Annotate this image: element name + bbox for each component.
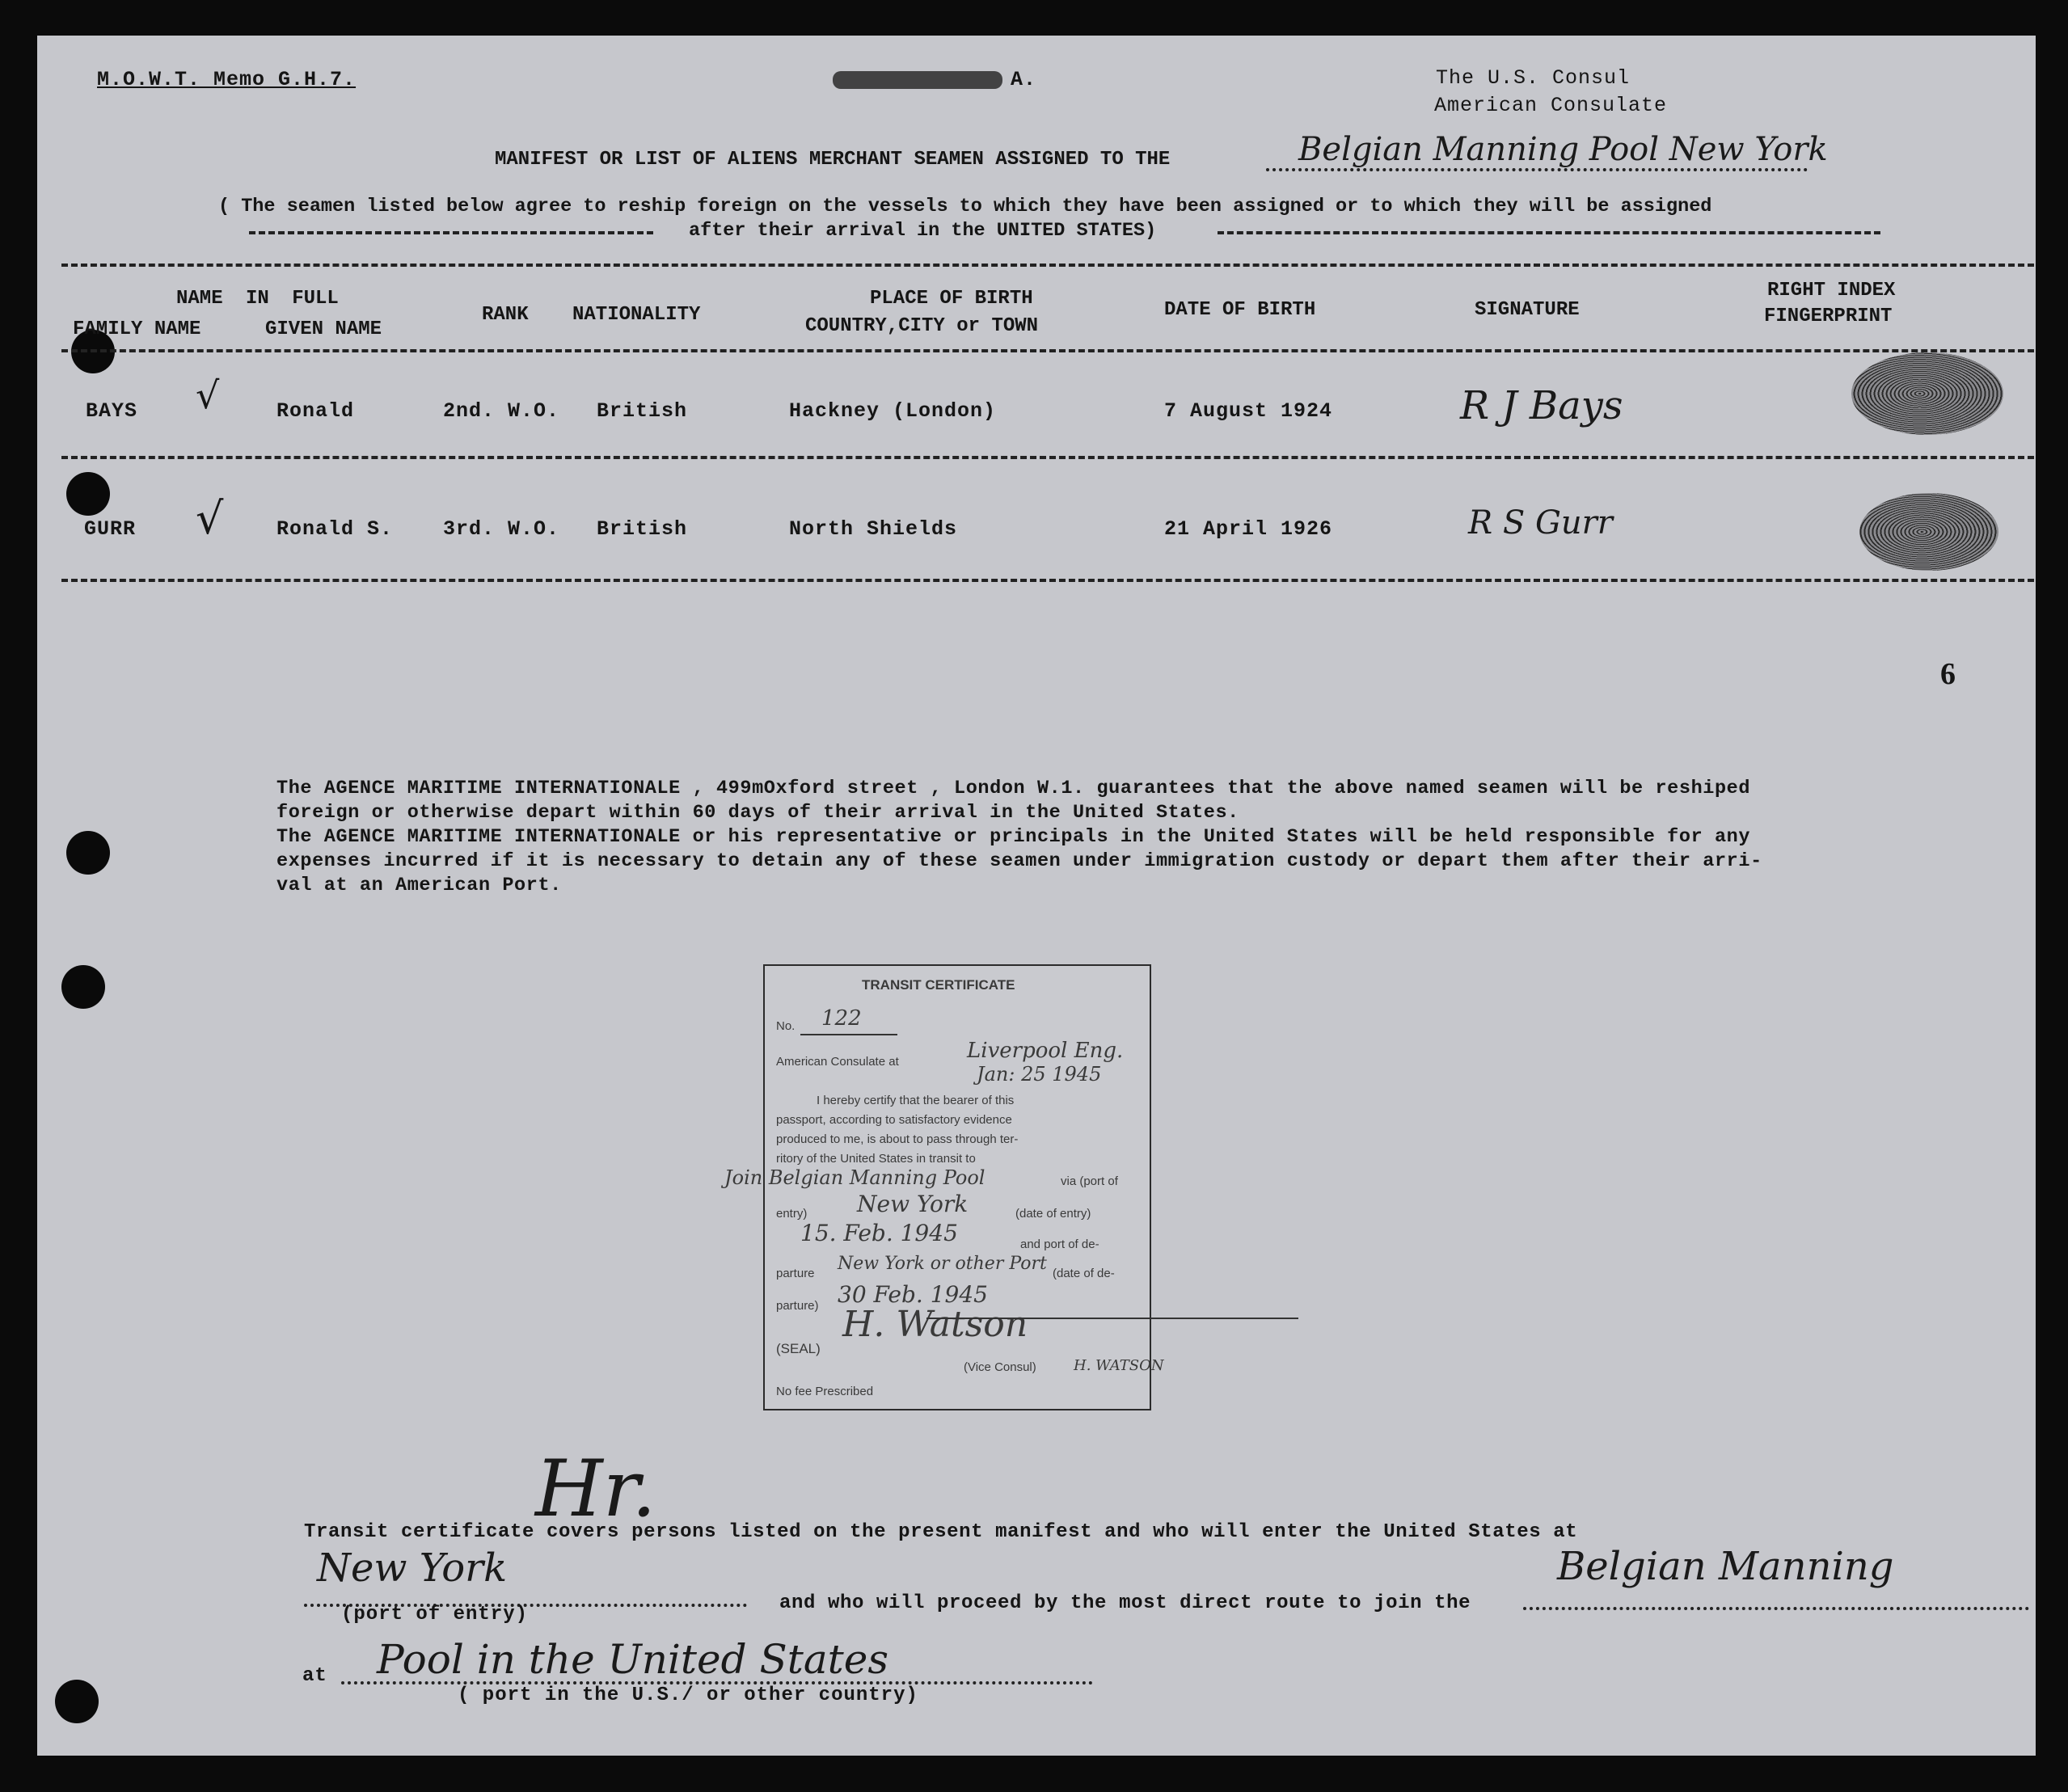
header-date-of-birth: DATE OF BIRTH: [1164, 299, 1316, 321]
certificate-date-value: Jan: 25 1945: [977, 1063, 1102, 1086]
header-fingerprint-2: FINGERPRINT: [1764, 306, 1893, 327]
certificate-date-entry-value: 15. Feb. 1945: [800, 1220, 958, 1246]
table-top-rule: [61, 264, 2034, 267]
consul-line-2: American Consulate: [1434, 94, 1668, 117]
punch-hole-2: [66, 472, 110, 516]
row-1-nationality: British: [597, 399, 688, 423]
row-2-check-mark: √: [196, 493, 224, 544]
footer-join-value: Belgian Manning: [1557, 1544, 1894, 1589]
header-bottom-rule: [61, 349, 2034, 352]
certificate-entry-value: New York: [857, 1191, 969, 1217]
certificate-no-label: No.: [776, 1019, 796, 1033]
redacted-mark: [833, 71, 1002, 89]
row-2-rank: 3rd. W.O.: [443, 517, 560, 541]
certificate-body-3: produced to me, is about to pass through ter-: [776, 1132, 1019, 1146]
footer-at-caption: ( port in the U.S./ or other country): [458, 1684, 918, 1706]
certificate-departure-value: New York or other Port: [838, 1254, 1047, 1274]
row-2-family-name: GURR: [84, 517, 137, 541]
header-place-of-birth-1: PLACE OF BIRTH: [870, 288, 1033, 310]
footer-at-value: Pool in the United States: [377, 1636, 888, 1683]
header-signature: SIGNATURE: [1475, 299, 1580, 321]
header-place-of-birth-2: COUNTRY,CITY or TOWN: [805, 315, 1039, 337]
certificate-body-4: ritory of the United States in transit to: [776, 1152, 976, 1166]
certificate-date-entry-label: (date of entry): [1015, 1207, 1091, 1221]
row-1-check-mark: √: [196, 373, 220, 417]
memo-reference: M.O.W.T. Memo G.H.7.: [97, 68, 357, 91]
page-number: 6: [1940, 657, 1956, 691]
certificate-port-departure-label: and port of de-: [1020, 1238, 1099, 1251]
certificate-transit-to: Join Belgian Manning Pool: [724, 1166, 985, 1189]
punch-hole-3: [66, 831, 110, 875]
row-2-place-of-birth: North Shields: [789, 517, 958, 541]
guarantee-line-2: foreign or otherwise depart within 60 days of their arrival in the United States.: [276, 802, 1239, 824]
row-1-signature: R J Bays: [1460, 383, 1623, 428]
footer-join-dotted: [1523, 1607, 2029, 1610]
title-dotted-line: [1266, 168, 1808, 171]
row-2-fingerprint: [1859, 493, 1998, 571]
header-given-name: GIVEN NAME: [265, 318, 382, 340]
manifest-document: [37, 36, 2036, 1756]
row-1-fingerprint: [1851, 352, 2003, 435]
certificate-signature-line: [926, 1318, 1298, 1319]
row-1-date-of-birth: 7 August 1924: [1164, 399, 1333, 423]
certificate-no-value: 122: [821, 1006, 862, 1031]
row-2-date-of-birth: 21 April 1926: [1164, 517, 1333, 541]
certificate-vice-consul-name: H. WATSON: [1074, 1357, 1164, 1374]
row-1-family-name: BAYS: [86, 399, 138, 423]
certificate-fee-label: No fee Prescribed: [776, 1385, 874, 1398]
row-2-given-name: Ronald S.: [276, 517, 394, 541]
certificate-title: TRANSIT CERTIFICATE: [862, 977, 1015, 993]
row-1-given-name: Ronald: [276, 399, 355, 423]
transit-certificate: [724, 964, 1164, 1410]
header-name-in-full: NAME IN FULL: [176, 288, 339, 310]
header-family-name: FAMILY NAME: [73, 318, 201, 340]
certificate-via-label: via (port of: [1061, 1174, 1118, 1188]
punch-hole-4: [61, 965, 105, 1009]
manifest-title: MANIFEST OR LIST OF ALIENS MERCHANT SEAMEN ASSIGNED TO THE: [495, 149, 1171, 171]
certificate-signature: H. Watson: [842, 1304, 1028, 1345]
subtitle-line-2: after their arrival in the UNITED STATES): [689, 220, 1157, 242]
footer-at-label: at: [302, 1665, 327, 1687]
certificate-departure-label: parture: [776, 1267, 815, 1280]
row-2-nationality: British: [597, 517, 688, 541]
certificate-no-line: [800, 1034, 897, 1035]
certificate-consulate-label: American Consulate at: [776, 1055, 899, 1069]
consul-line-1: The U.S. Consul: [1436, 66, 1631, 90]
header-rank: RANK: [482, 304, 529, 326]
guarantee-line-3: The AGENCE MARITIME INTERNATIONALE or his representative or principals in the United States will be held responsible for any: [276, 826, 1751, 848]
guarantee-line-4: expenses incurred if it is necessary to detain any of these seamen under immigration custody or depart them after their arri-: [276, 850, 1762, 872]
assigned-to-handwritten: Belgian Manning Pool New York: [1298, 131, 1828, 168]
certificate-departure2-label: parture): [776, 1299, 819, 1313]
subtitle-line-1: ( The seamen listed below agree to reship foreign on the vessels to which they have been assigned or to which they will be assigned: [218, 196, 1712, 217]
certificate-body-2: passport, according to satisfactory evidence: [776, 1113, 1012, 1127]
handwritten-initials: Hr.: [535, 1444, 656, 1534]
row-2-signature: R S Gurr: [1468, 504, 1613, 542]
row-1-rank: 2nd. W.O.: [443, 399, 560, 423]
certificate-entry-label: entry): [776, 1207, 808, 1221]
footer-port-entry-value: New York: [317, 1545, 508, 1591]
row-2-rule: [61, 579, 2034, 582]
row-1-place-of-birth: Hackney (London): [789, 399, 997, 423]
header-fingerprint-1: RIGHT INDEX: [1767, 280, 1896, 301]
footer-port-entry-label: (port of entry): [341, 1604, 529, 1625]
punch-hole-5: [55, 1680, 99, 1723]
guarantee-line-1: The AGENCE MARITIME INTERNATIONALE , 499mOxford street , London W.1. guarantees that the above named seamen will be reshiped: [276, 778, 1751, 799]
row-1-rule: [61, 456, 2034, 459]
certificate-date-departure-label: (date of de-: [1053, 1267, 1115, 1280]
header-nationality: NATIONALITY: [572, 304, 701, 326]
footer-proceed-text: and who will proceed by the most direct route to join the: [779, 1592, 1471, 1614]
certificate-seal-label: (SEAL): [776, 1341, 821, 1356]
guarantee-line-5: val at an American Port.: [276, 875, 562, 896]
certificate-body-1: I hereby certify that the bearer of this: [817, 1094, 1015, 1107]
subtitle-dash-left: [249, 231, 653, 234]
subtitle-dash-right: [1218, 231, 1880, 234]
certificate-vice-consul-label: (Vice Consul): [964, 1360, 1036, 1374]
form-id: A.: [1011, 68, 1037, 91]
certificate-consulate-value: Liverpool Eng.: [967, 1039, 1124, 1063]
certificate-date-departure-value: 30 Feb. 1945: [838, 1281, 988, 1308]
footer-line-1: Transit certificate covers persons listed on the present manifest and who will enter the United States at: [304, 1521, 1578, 1543]
